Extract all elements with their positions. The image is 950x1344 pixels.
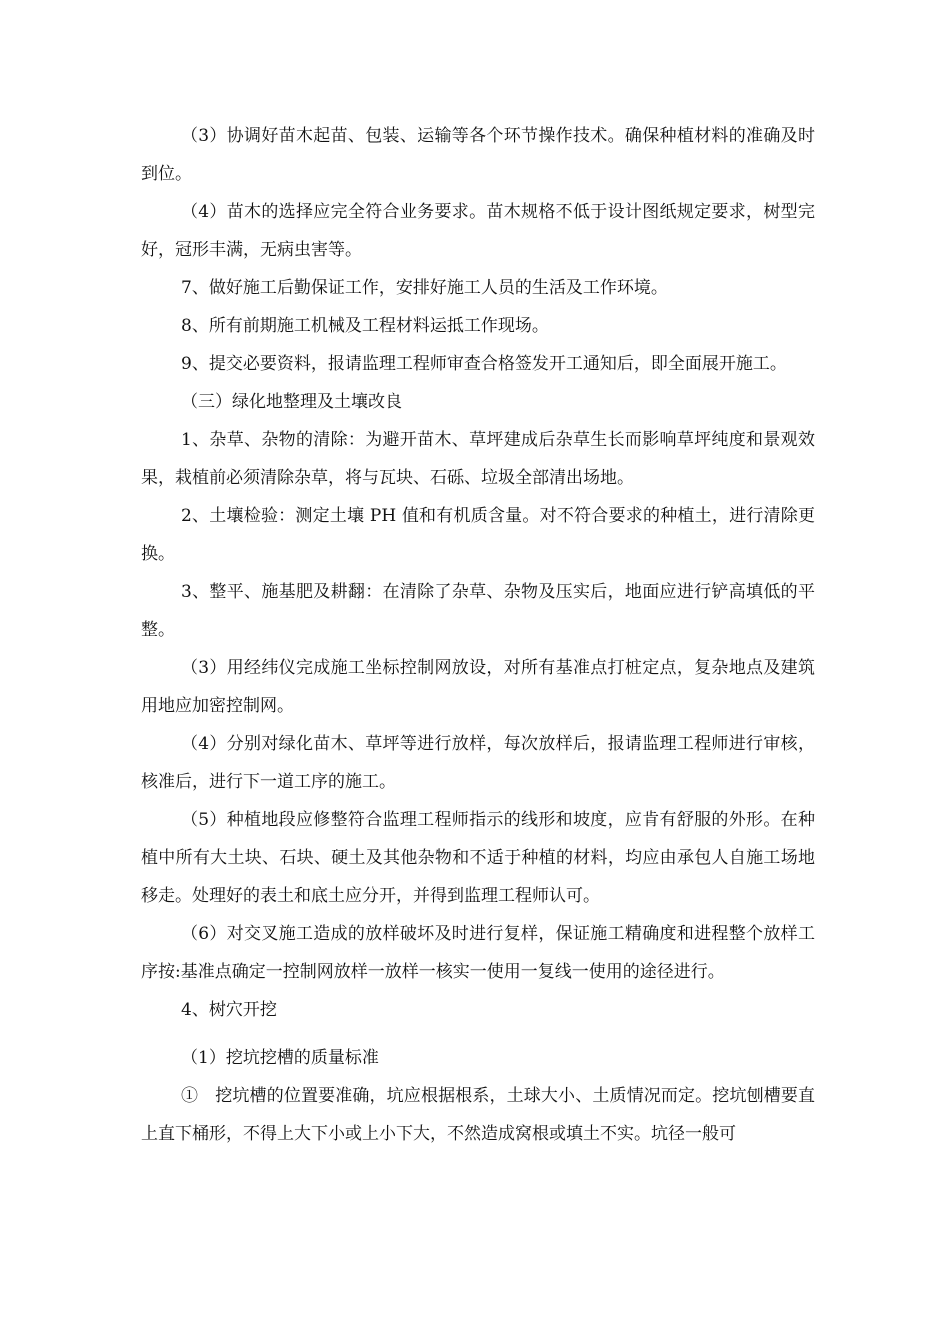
paragraph-submit-documents: 9、提交必要资料，报请监理工程师审查合格签发开工通知后，即全面展开施工。 bbox=[181, 354, 787, 374]
section-heading-land-preparation: （三）绿化地整理及土壤改良 bbox=[181, 392, 402, 412]
paragraph-logistics: 7、做好施工后勤保证工作，安排好施工人员的生活及工作环境。 bbox=[181, 278, 668, 298]
paragraph-machinery: 8、所有前期施工机械及工程材料运抵工作现场。 bbox=[181, 316, 549, 336]
paragraph-layout-staking: （4）分别对绿化苗木、草坪等进行放样，每次放样后，报请监理工程师进行审核，核准后，进行下一道工序的施工。 bbox=[141, 734, 815, 792]
paragraph-pit-position: ① 挖坑槽的位置要准确，坑应根据根系，土球大小、土质情况而定。挖坑刨槽要直上直下桶形，不得上大下小或上小下大，不然造成窝根或填土不实。坑径一般可 bbox=[141, 1086, 815, 1144]
paragraph-seedling-selection: （4）苗木的选择应完全符合业务要求。苗木规格不低于设计图纸规定要求，树型完好，冠形丰满，无病虫害等。 bbox=[141, 202, 815, 260]
paragraph-grading: （5）种植地段应修整符合监理工程师指示的线形和坡度，应肯有舒服的外形。在种植中所有大土块、石块、硬土及其他杂物和不适于种植的材料，均应由承包人自施工场地移走。处理好的表土和底土应分开，并得到监理工程师认可。 bbox=[141, 810, 815, 906]
paragraph-soil-testing: 2、土壤检验：测定土壤 PH 值和有机质含量。对不符合要求的种植土，进行清除更换。 bbox=[141, 506, 815, 564]
paragraph-weed-removal: 1、杂草、杂物的清除：为避开苗木、草坪建成后杂草生长而影响草坪纯度和景观效果，栽植前必须清除杂草，将与瓦块、石砾、垃圾全部清出场地。 bbox=[141, 430, 815, 488]
paragraph-restaking: （6）对交叉施工造成的放样破坏及时进行复样，保证施工精确度和进程整个放样工序按:基准点确定一控制网放样一放样一核实一使用一复线一使用的途径进行。 bbox=[141, 924, 815, 982]
paragraph-seedling-coordination: （3）协调好苗木起苗、包装、运输等各个环节操作技术。确保种植材料的准确及时到位。 bbox=[141, 126, 815, 184]
subheading-tree-pit-excavation: 4、树穴开挖 bbox=[181, 1000, 277, 1020]
subheading-quality-standard: （1）挖坑挖槽的质量标准 bbox=[181, 1048, 379, 1068]
document-body bbox=[141, 117, 815, 1153]
paragraph-leveling: 3、整平、施基肥及耕翻：在清除了杂草、杂物及压实后，地面应进行铲高填低的平整。 bbox=[141, 582, 815, 640]
paragraph-control-network: （3）用经纬仪完成施工坐标控制网放设，对所有基准点打桩定点，复杂地点及建筑用地应加密控制网。 bbox=[141, 658, 815, 716]
